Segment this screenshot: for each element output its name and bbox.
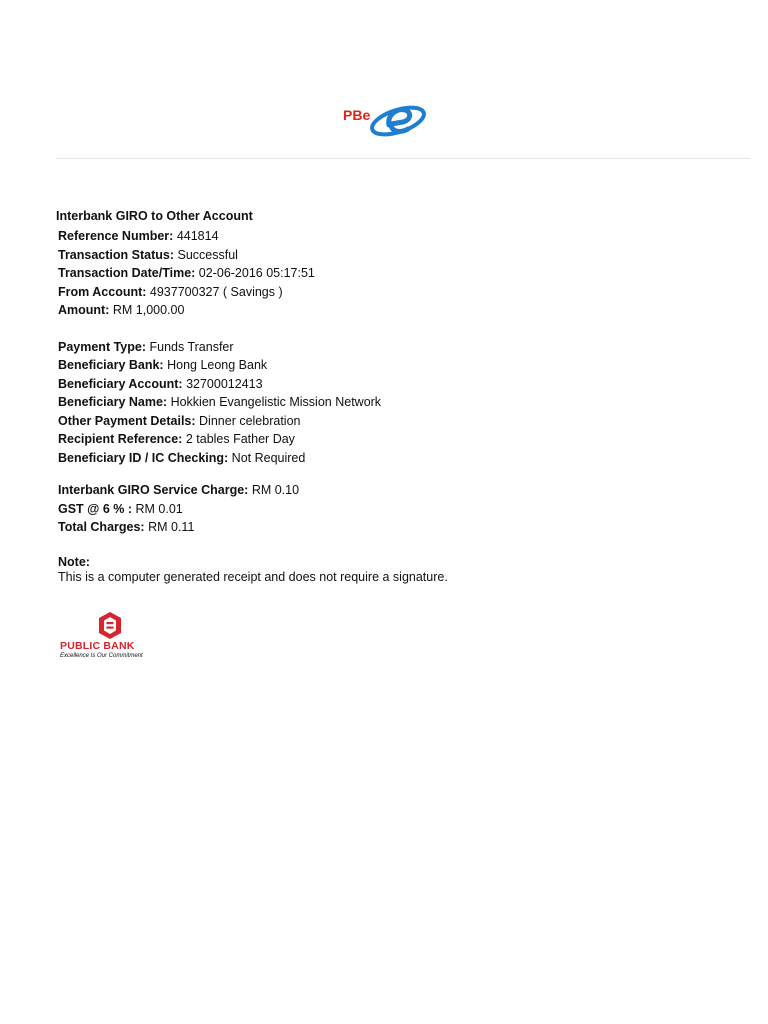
reference-number-label: Reference Number:: [58, 229, 174, 243]
beneficiary-bank-value: Hong Leong Bank: [167, 358, 268, 372]
gst-label: GST @ 6 % :: [58, 501, 133, 516]
amount-row: [58, 301, 746, 320]
amount-label: Amount:: [58, 303, 110, 317]
service-charge-value: RM 0.10: [251, 483, 300, 497]
note-label: Note:: [58, 554, 90, 569]
pbe-logo: [341, 100, 431, 142]
transaction-datetime-value: 02-06-2016 05:17:51: [198, 266, 315, 280]
transaction-datetime-row: [58, 264, 746, 283]
public-bank-emblem-icon: [97, 611, 123, 641]
amount-value: RM 1,000.00: [112, 303, 185, 317]
beneficiary-name-row: [58, 393, 746, 412]
pbe-logo-graphic: [341, 100, 431, 142]
public-bank-tagline: Excellence Is Our Commitment: [60, 653, 143, 659]
gst-row: [58, 500, 746, 519]
from-account-row: [58, 283, 746, 302]
beneficiary-bank-row: [58, 356, 746, 375]
service-charge-row: [58, 481, 746, 500]
public-bank-name: PUBLIC BANK: [60, 640, 135, 652]
beneficiary-account-label: Beneficiary Account:: [58, 376, 183, 391]
service-charge-label: Interbank GIRO Service Charge:: [58, 483, 249, 497]
recipient-reference-row: [58, 430, 746, 449]
public-bank-logo: [58, 611, 164, 663]
gst-value: RM 0.01: [135, 501, 183, 516]
transaction-datetime-label: Transaction Date/Time:: [58, 266, 196, 280]
receipt-title: Interbank GIRO to Other Account: [56, 209, 253, 223]
other-payment-details-row: [58, 412, 746, 431]
pbe-logo-text: PBe: [343, 107, 371, 123]
total-charges-row: [58, 518, 746, 537]
other-payment-details-label: Other Payment Details:: [58, 413, 196, 428]
beneficiary-id-check-row: [58, 449, 746, 468]
recipient-reference-label: Recipient Reference:: [58, 432, 183, 446]
beneficiary-account-value: 32700012413: [186, 376, 263, 391]
from-account-value: 4937700327 ( Savings ): [149, 284, 283, 299]
total-charges-label: Total Charges:: [58, 520, 145, 534]
payment-type-row: [58, 338, 746, 357]
payment-type-value: Funds Transfer: [149, 339, 234, 354]
transaction-status-row: [58, 246, 746, 265]
payment-type-label: Payment Type:: [58, 339, 146, 354]
transaction-receipt: [56, 208, 746, 585]
reference-number-value: 441814: [176, 229, 219, 243]
total-charges-value: RM 0.11: [148, 520, 195, 534]
receipt-details: [58, 227, 746, 585]
transaction-status-value: Successful: [177, 247, 238, 262]
beneficiary-name-label: Beneficiary Name:: [58, 395, 168, 409]
beneficiary-id-check-label: Beneficiary ID / IC Checking:: [58, 450, 229, 465]
recipient-reference-value: 2 tables Father Day: [185, 432, 295, 446]
beneficiary-id-check-value: Not Required: [231, 450, 306, 465]
beneficiary-account-row: [58, 375, 746, 394]
from-account-label: From Account:: [58, 284, 147, 299]
header-divider: [56, 158, 750, 159]
other-payment-details-value: Dinner celebration: [199, 413, 301, 428]
reference-number-row: [58, 227, 746, 246]
beneficiary-name-value: Hokkien Evangelistic Mission Network: [170, 395, 382, 409]
beneficiary-bank-label: Beneficiary Bank:: [58, 358, 164, 372]
note-text: This is a computer generated receipt and does not require a signature.: [58, 569, 448, 584]
transaction-status-label: Transaction Status:: [58, 247, 174, 262]
